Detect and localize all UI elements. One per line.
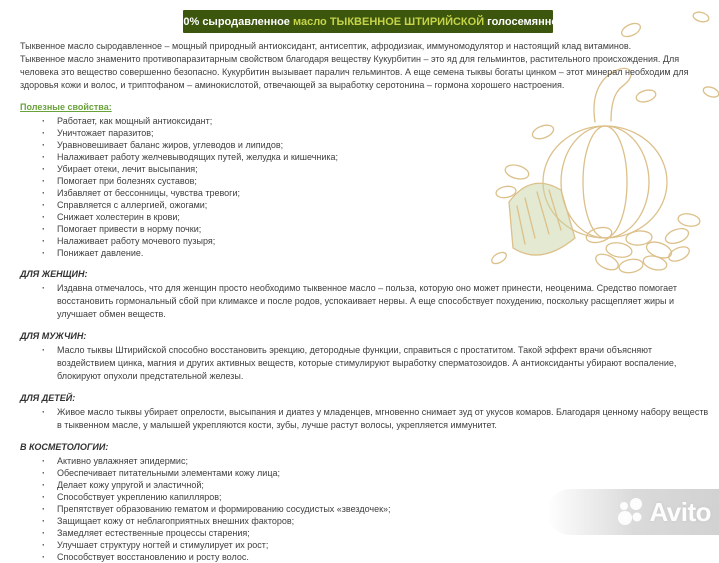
section-for-men-title: ДЛЯ МУЖЧИН:	[20, 331, 87, 341]
header-banner	[171, 10, 565, 33]
banner-text-product: масло ТЫКВЕННОЕ ШТИРИЙСКОЙ	[292, 15, 488, 28]
bullet-item: · Уравновешивает баланс жиров, углеводов и липидов;	[40, 139, 710, 151]
section-for-men	[20, 330, 710, 383]
intro-block	[20, 40, 710, 92]
bullet-item: · Издавна отмечалось, что для женщин просто необходимо тыквенное масло – польза, которую оно может принести, неоценима. Средство помогает восстановить гормональный сбой при климаксе и после родов, успокаивает нервы. А еще способствует похудению, поскольку расщепляет жиры и улучшает обмен веществ.	[40, 282, 710, 321]
description-content	[20, 40, 710, 563]
for-women-list	[20, 282, 710, 321]
section-for-children-title: ДЛЯ ДЕТЕЙ:	[20, 393, 76, 403]
benefits-list	[20, 115, 710, 259]
avito-circles-icon	[616, 497, 646, 527]
bullet-item: · Убирает отеки, лечит высыпания;	[40, 163, 710, 175]
intro-paragraph-1: Тыквенное масло сыродавленное – мощный природный антиоксидант, антисептик, афродизиак, иммуномодулятор и настоящий клад витаминов.	[20, 41, 632, 51]
bullet-item: · Препятствует образованию гематом и формированию сосудистых «звездочек»;	[40, 503, 710, 515]
bullet-item: · Делает кожу упругой и эластичной;	[40, 479, 710, 491]
bullet-item: · Налаживает работу мочевого пузыря;	[40, 235, 710, 247]
section-for-women	[20, 268, 710, 321]
bullet-item: · Избавляет от бессонницы, чувства тревоги;	[40, 187, 710, 199]
avito-watermark-label: Avito	[649, 496, 711, 527]
bullet-item: · Налаживает работу желчевыводящих путей, желудка и кишечника;	[40, 151, 710, 163]
seed-icon	[692, 11, 710, 24]
intro-paragraph-2: Тыквенное масло знаменито противопаразитарным свойством благодаря веществу Кукурбитин – это яд для гельминтов, растительного происхождения. Для человека это вещество совершенно безопасно. Кукурбитин вызывает паралич гельминтов. А еще семена тыквы богаты цинком – этот минерал необходим для здоровья кожи и волос, и триптофаном – аминокислотой, отвечающей за выработку серотонина – гормона хорошего настроения.	[20, 54, 689, 90]
bullet-item: · Замедляет естественные процессы старения;	[40, 527, 710, 539]
section-for-women-title: ДЛЯ ЖЕНЩИН:	[20, 269, 88, 279]
bullet-item: · Обеспечивает питательными элементами кожу лица;	[40, 467, 710, 479]
seed-icon	[620, 21, 643, 39]
avito-watermark	[547, 489, 719, 535]
section-cosmetology-title: В КОСМЕТОЛОГИИ:	[20, 442, 109, 452]
section-for-children	[20, 392, 710, 432]
banner-text-prefix: 100% сыродавленное	[171, 15, 293, 28]
bullet-item: · Помогает при болезнях суставов;	[40, 175, 710, 187]
bullet-item: · Справляется с аллергией, ожогами;	[40, 199, 710, 211]
bullet-item: · Активно увлажняет эпидермис;	[40, 455, 710, 467]
bullet-item: · Понижает давление.	[40, 247, 710, 259]
for-children-list	[20, 406, 710, 432]
bullet-item: · Работает, как мощный антиоксидант;	[40, 115, 710, 127]
bullet-item: · Способствует восстановлению и росту волос.	[40, 551, 710, 563]
bullet-item: · Улучшает структуру ногтей и стимулирует их рост;	[40, 539, 710, 551]
bullet-item: · Масло тыквы Штирийской способно восстановить эрекцию, детородные функции, справиться с простатитом. Такой эффект врачи объясняют воздействием цинка, магния и других активных веществ, которые стимулируют выработку сперматозоидов. А антиоксиданты убирают воспаление, блокируют опухоли предстательной железы.	[40, 344, 710, 383]
section-benefits	[20, 101, 710, 259]
bullet-item: · Защищает кожу от неблагоприятных внешних факторов;	[40, 515, 710, 527]
bullet-item: · Живое масло тыквы убирает опрелости, высыпания и диатез у младенцев, мгновенно снимает зуд от укусов комаров. Благодаря ценному набору веществ в тыквенном масле, у малышей укрепляются кости, зубы, лучше растут волосы, укрепляется иммунитет.	[40, 406, 710, 432]
bullet-item: · Снижает холестерин в крови;	[40, 211, 710, 223]
bullet-item: · Уничтожает паразитов;	[40, 127, 710, 139]
avito-logo-icon	[616, 497, 711, 528]
bullet-item: · Способствует укреплению капилляров;	[40, 491, 710, 503]
bullet-item: · Помогает привести в норму почки;	[40, 223, 710, 235]
section-benefits-title: Полезные свойства:	[20, 102, 112, 112]
banner-text-suffix: голосемянной	[487, 15, 565, 28]
for-men-list	[20, 344, 710, 383]
